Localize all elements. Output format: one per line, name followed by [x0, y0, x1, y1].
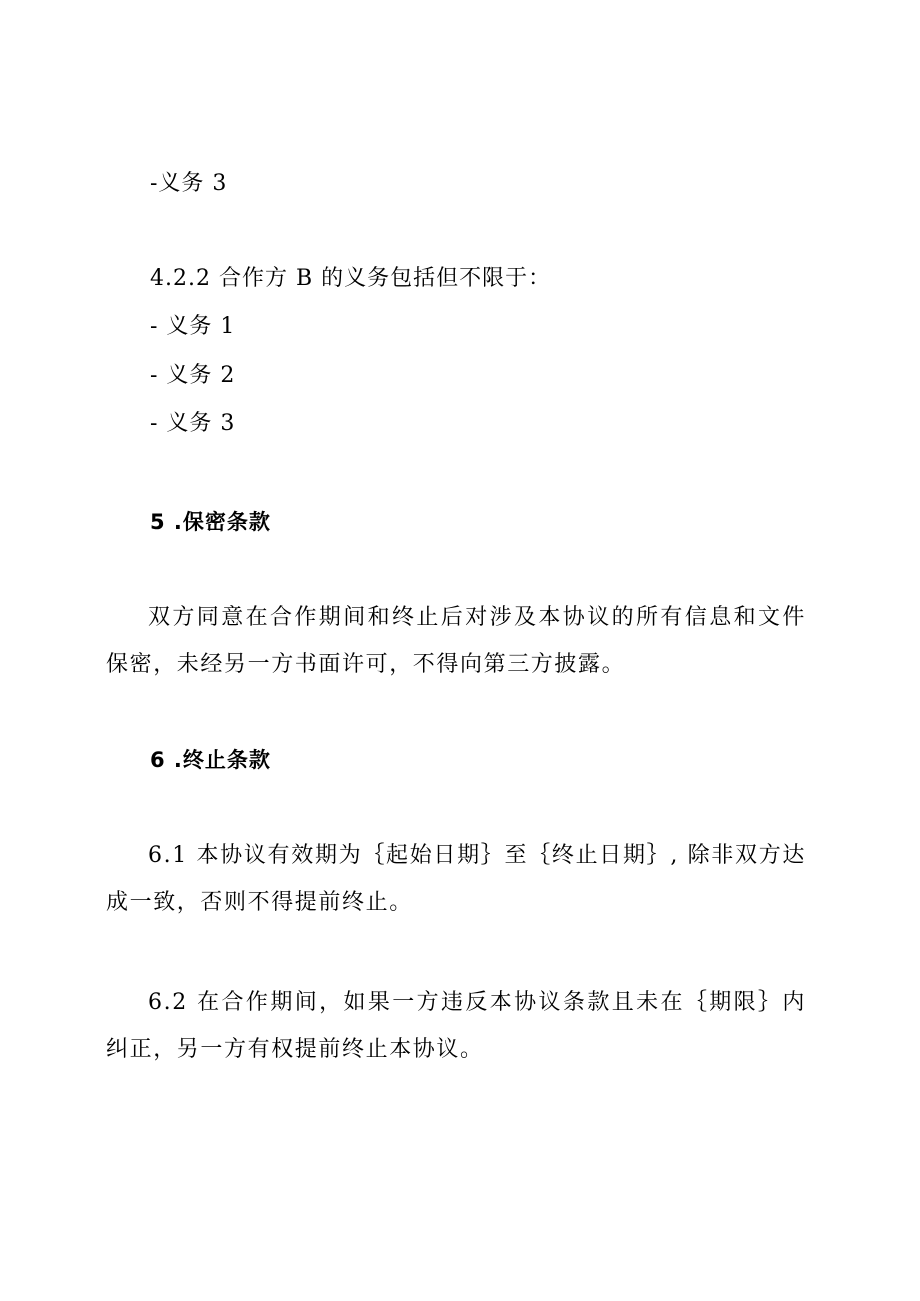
section-5-paragraph: 双方同意在合作期间和终止后对涉及本协议的所有信息和文件保密，未经另一方书面许可，不得向第三方披露。: [106, 605, 806, 677]
clause-4-2-2-heading: 4.2.2 合作方 B 的义务包括但不限于：: [150, 266, 552, 291]
list-item-b-obligation-3: - 义务 3: [150, 411, 236, 436]
clause-6-2-paragraph: 6.2 在合作期间，如果一方违反本协议条款且未在｛期限｝内纠正，另一方有权提前终止本协议。: [106, 990, 806, 1062]
list-item-b-obligation-1: - 义务 1: [150, 314, 236, 339]
section-5-heading: 5 .保密条款: [150, 510, 271, 534]
section-6-heading: 6 .终止条款: [150, 748, 271, 772]
list-item-a-obligation-3: -义务 3: [150, 171, 228, 196]
clause-6-1-paragraph: 6.1 本协议有效期为｛起始日期｝至｛终止日期｝, 除非双方达成一致，否则不得提前终止。: [106, 843, 806, 915]
list-item-b-obligation-2: - 义务 2: [150, 363, 236, 388]
